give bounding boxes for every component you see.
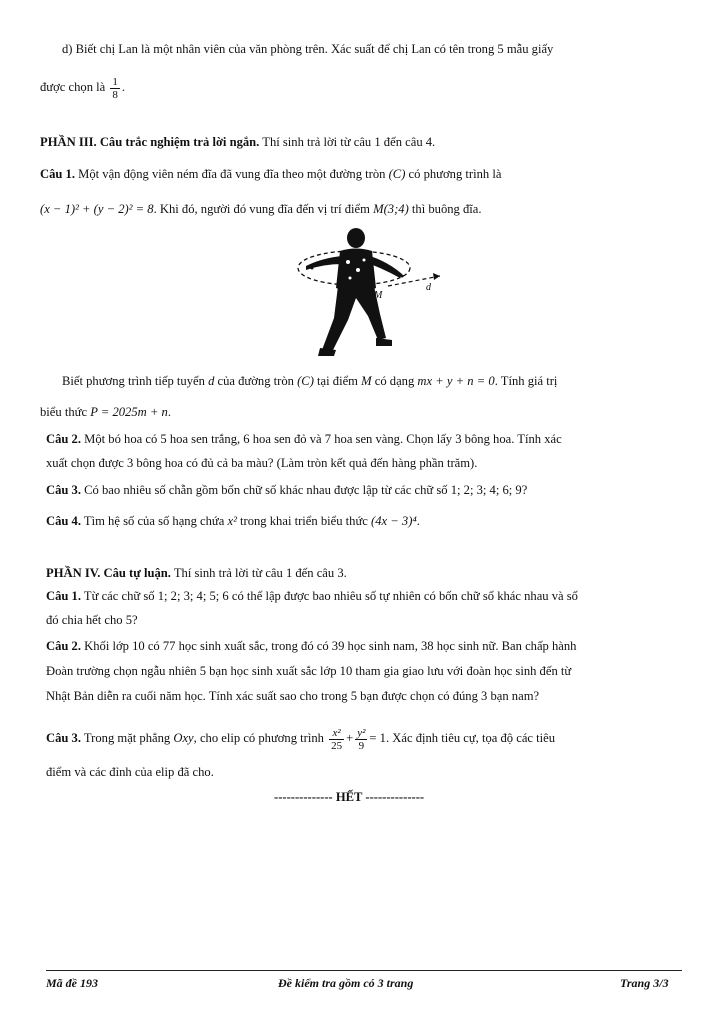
ellipse-fraction-x [329, 727, 344, 752]
fraction-denominator: 8 [112, 88, 118, 101]
p4q2-text2: Đoàn trường chọn ngẫu nhiên 5 bạn học sinh xuất sắc lớp 10 tham gia giao lưu với đoàn học sinh đến từ [46, 664, 572, 678]
footer-page-number: Trang 3/3 [620, 976, 669, 990]
q1-text2: . Khi đó, người đó vung đĩa đến vị trí điểm [153, 202, 374, 216]
point-m: M(3;4) [373, 202, 409, 216]
part2-d-line2 [40, 72, 125, 102]
q1-text3a: Biết phương trình tiếp tuyến [62, 374, 209, 388]
part2-d-line1 [62, 41, 553, 57]
part3-q4-line [46, 513, 420, 529]
q4-text3: . [416, 514, 420, 528]
question-label: Câu 3. [46, 731, 81, 745]
q1-text3e: . Tính giá trị [494, 374, 558, 388]
q4-text1: Tìm hệ số của số hạng chứa [81, 514, 228, 528]
footer-exam-code: Mã đề 193 [46, 976, 98, 990]
q2-text1: Một bó hoa có 5 hoa sen trắng, 6 hoa sen đỏ và 7 hoa sen vàng. Chọn lấy 3 bông hoa. Tính xác [81, 432, 562, 446]
footer-divider [46, 970, 682, 971]
p4q3-text1: Trong mặt phẳng [81, 731, 174, 745]
part4-heading [46, 565, 347, 581]
tangent-form: mx + y + n = 0 [417, 374, 495, 388]
part4-q2-line2 [46, 663, 571, 679]
q1-text3d: có dạng [371, 374, 418, 388]
figure-label-m: M [374, 290, 383, 301]
q1-text1b: có phương trình là [405, 167, 502, 181]
p4q2-text1: Khối lớp 10 có 77 học sinh xuất sắc, trong đó có 39 học sinh nam, 38 học sinh nữ. Ban chấp hành [81, 639, 577, 653]
part4-heading-rest: Thí sinh trả lời từ câu 1 đến câu 3. [170, 566, 347, 580]
ellipse-fraction-y [355, 727, 367, 752]
q1-text4b: . [167, 405, 171, 419]
part4-q2-line1 [46, 638, 576, 654]
part3-q2-line1 [46, 431, 562, 447]
equals-one: = 1 [369, 731, 386, 745]
part4-q1-line2 [46, 612, 138, 628]
binomial-expression: (4x − 3)⁴ [371, 514, 417, 528]
part3-q2-line2 [46, 455, 477, 471]
q1-text3c: tại điểm [313, 374, 362, 388]
part3-heading-bold: PHẦN III. Câu trắc nghiệm trả lời ngắn. [40, 135, 260, 149]
question-label: Câu 2. [46, 432, 81, 446]
part4-q3-line1 [46, 720, 555, 756]
p4q3-text1c: . Xác định tiêu cự, tọa độ các tiêu [385, 731, 556, 745]
plus-sign: + [346, 731, 354, 745]
fraction-denominator: 9 [358, 739, 365, 752]
q3-text: Có bao nhiêu số chẵn gồm bốn chữ số khác nhau được lập từ các chữ số 1; 2; 3; 4; 6; 9? [81, 483, 528, 497]
part3-q3-line [46, 482, 527, 498]
part4-heading-bold: PHẦN IV. Câu tự luận. [46, 566, 171, 580]
part3-heading [40, 134, 435, 150]
fraction-numerator: y² [357, 726, 366, 739]
q1-text1: Một vận động viên ném đĩa đã vung đĩa theo một đường tròn [75, 167, 389, 181]
part3-q1-line1 [40, 166, 501, 182]
part3-heading-rest: Thí sinh trả lời từ câu 1 đến câu 4. [259, 135, 436, 149]
fraction-numerator: x² [329, 727, 344, 740]
question-label: Câu 1. [40, 167, 75, 181]
point-m-2: M [361, 374, 372, 388]
end-mark: -------------- HẾT -------------- [274, 790, 425, 804]
p4q3-text1b: , cho elip có phương trình [193, 731, 328, 745]
q1-text4a: biểu thức [40, 405, 91, 419]
tangent-name: d [208, 374, 215, 388]
q1-text2b: thì buông đĩa. [408, 202, 482, 216]
plane-oxy: Oxy [173, 731, 194, 745]
question-label: Câu 1. [46, 589, 81, 603]
part4-q2-line3 [46, 688, 539, 704]
fraction-denominator: 25 [331, 739, 343, 752]
circle-name: (C) [388, 167, 406, 181]
question-label: Câu 4. [46, 514, 81, 528]
expression-p: P = 2025m + n [90, 405, 168, 419]
question-label: Câu 2. [46, 639, 81, 653]
part3-q1-line4 [40, 404, 171, 420]
question-label: Câu 3. [46, 483, 81, 497]
discus-thrower-figure [292, 226, 448, 360]
part4-q1-line1 [46, 588, 578, 604]
p4q2-text3: Nhật Bản diễn ra cuối năm học. Tính xác suất sao cho trong 5 bạn được chọn có đúng 3 bạn nam? [46, 689, 540, 703]
part3-q1-line3 [62, 373, 557, 389]
footer-page-count: Đề kiểm tra gồm có 3 trang [278, 976, 414, 990]
probability-fraction [110, 76, 120, 101]
q1-text3b: của đường tròn [214, 374, 298, 388]
discus-thrower-illustration [292, 226, 448, 360]
part2-d-end: . [121, 80, 126, 94]
circle-equation: (x − 1)² + (y − 2)² = 8 [40, 202, 154, 216]
q2-text2: xuất chọn được 3 bông hoa có đủ cả ba màu? (Làm tròn kết quả đến hàng phần trăm). [46, 456, 478, 470]
part4-q3-line2 [46, 764, 214, 780]
p4q3-text2: điểm và các đỉnh của elip đã cho. [46, 765, 214, 779]
p4q1-text2: đó chia hết cho 5? [46, 613, 138, 627]
term-x2: x² [227, 514, 237, 528]
part3-q1-line2 [40, 201, 482, 217]
q4-text2: trong khai triển biểu thức [236, 514, 372, 528]
part2-d-text: d) Biết chị Lan là một nhân viên của văn phòng trên. Xác suất để chị Lan có tên trong 5 mẫu giấy [62, 42, 554, 56]
p4q1-text1: Từ các chữ số 1; 2; 3; 4; 5; 6 có thể lập được bao nhiêu số tự nhiên có bốn chữ số khác nhau và số [81, 589, 578, 603]
part2-d-text2: được chọn là [40, 80, 106, 94]
figure-label-d: d [426, 282, 431, 293]
fraction-numerator: 1 [112, 75, 118, 88]
circle-name-2: (C) [297, 374, 314, 388]
